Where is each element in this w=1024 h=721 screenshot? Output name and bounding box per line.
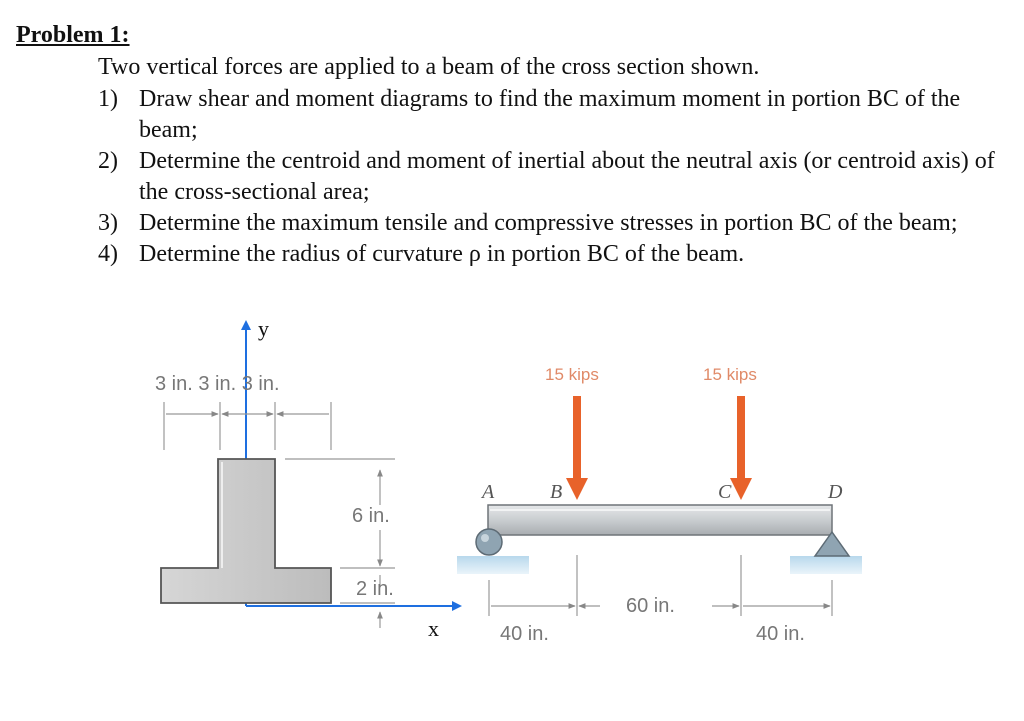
load-right-label: 15 kips [703, 365, 757, 384]
span-ab-label: 40 in. [500, 623, 549, 645]
task-text: Draw shear and moment diagrams to find the maximum moment in portion BC of the beam; [139, 86, 961, 143]
point-b-label: B [550, 481, 563, 503]
load-arrow-right [730, 396, 752, 500]
span-cd-label: 40 in. [756, 623, 805, 645]
right-ground [790, 556, 862, 574]
load-left-label: 15 kips [545, 365, 599, 384]
x-axis-label: x [428, 616, 439, 641]
cross-section-shape [161, 459, 331, 603]
pin-support-a [476, 529, 502, 555]
task-number: 1) [98, 86, 118, 112]
load-arrow-left [566, 396, 588, 500]
y-axis-label: y [258, 316, 269, 341]
problem-title: Problem 1: [16, 22, 130, 48]
task-text: Determine the maximum tensile and compressive stresses in portion BC of the beam; [139, 210, 958, 236]
problem-intro: Two vertical forces are applied to a beam of the cross section shown. [98, 54, 760, 80]
point-c-label: C [718, 481, 732, 503]
beam [488, 505, 832, 535]
left-ground [457, 556, 529, 574]
task-number: 4) [98, 241, 118, 267]
span-bc-label: 60 in. [626, 595, 675, 617]
top-dimension-lines [164, 402, 331, 450]
top-dimension-label: 3 in. 3 in. 3 in. [155, 373, 280, 395]
flange-height-label: 2 in. [356, 578, 394, 600]
task-text: Determine the radius of curvature ρ in portion BC of the beam. [139, 241, 745, 267]
point-d-label: D [828, 481, 843, 503]
task-number: 3) [98, 210, 118, 236]
task-text: Determine the centroid and moment of inertial about the neutral axis (or centroid axis) of the cross-sectional area; [139, 148, 995, 205]
task-number: 2) [98, 148, 118, 174]
stem-height-label: 6 in. [352, 505, 390, 527]
point-a-label: A [482, 481, 495, 503]
